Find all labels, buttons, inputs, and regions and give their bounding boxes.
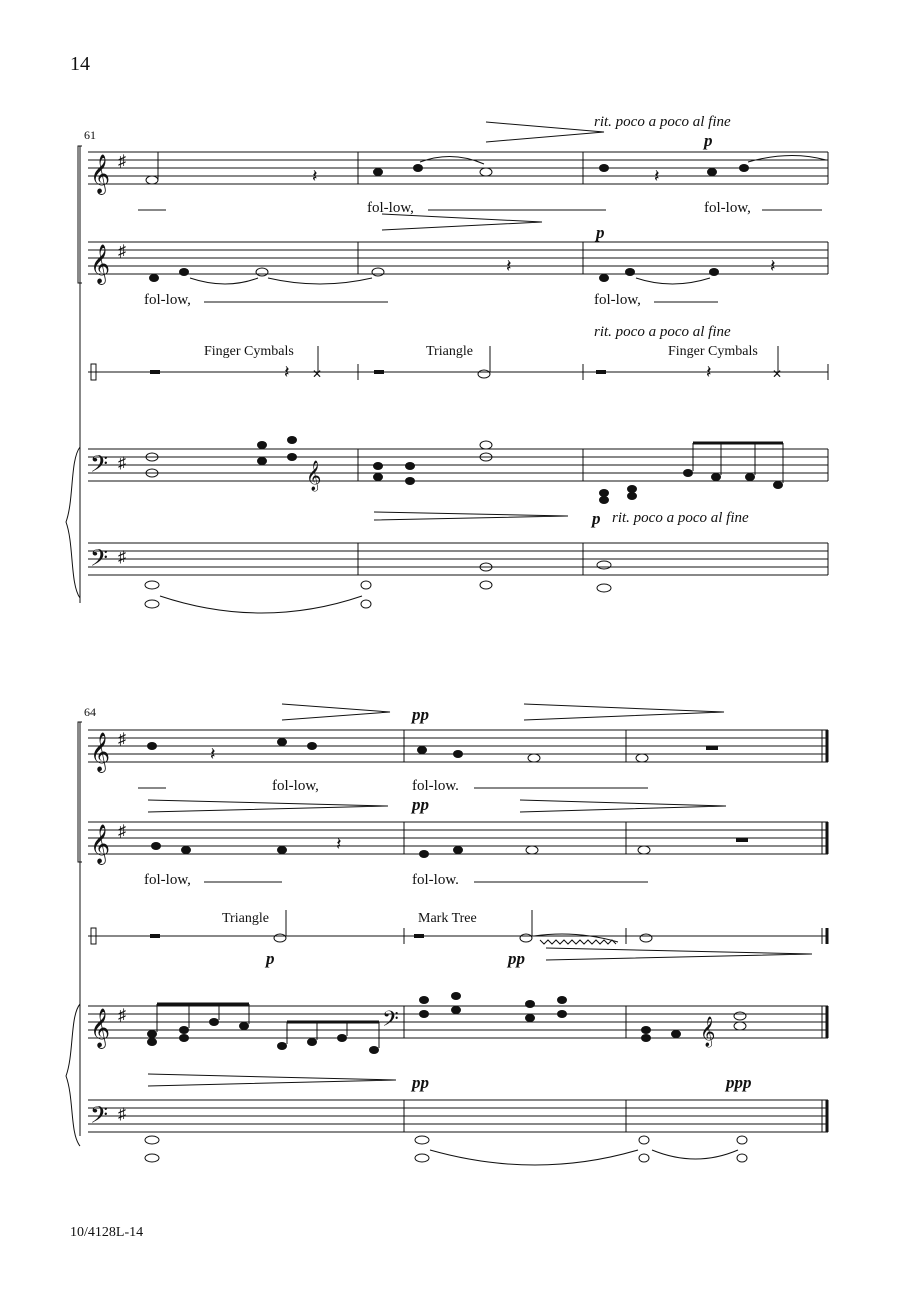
- measure-number-64: 64: [84, 705, 96, 719]
- staff-voice-1: [88, 114, 828, 216]
- tempo-mark: rit. poco a poco al fine: [612, 510, 749, 526]
- note: [739, 164, 749, 172]
- half-note: [256, 268, 268, 276]
- tempo-mark: rit. poco a poco al fine: [594, 324, 731, 340]
- tie: [652, 1150, 738, 1159]
- sharp-icon: ♯: [118, 243, 126, 260]
- treble-clef-icon: 𝄞: [700, 1017, 716, 1046]
- hairpin-decrescendo: [148, 800, 388, 812]
- note: [179, 268, 189, 276]
- quarter-rest-icon: 𝄽: [770, 256, 776, 276]
- lyric: fol-low,: [144, 292, 191, 308]
- bass-clef-icon: 𝄢: [90, 1103, 109, 1134]
- tie: [268, 278, 372, 284]
- half-note: [372, 268, 384, 276]
- lyric: fol-low,: [144, 872, 191, 888]
- dynamic-mark: pp: [508, 949, 525, 968]
- sharp-icon: ♯: [118, 731, 126, 748]
- quarter-rest-icon: 𝄽: [284, 362, 290, 382]
- quarter-rest-icon: 𝄽: [654, 166, 660, 186]
- lyric: fol-low,: [367, 200, 414, 216]
- percussion-label: Mark Tree: [418, 911, 477, 926]
- staff-percussion: [88, 910, 828, 968]
- treble-clef-icon: 𝄞: [90, 734, 111, 771]
- tie: [160, 596, 362, 613]
- staff-piano-upper: [88, 992, 828, 1092]
- staff-piano-lower: [88, 1100, 828, 1165]
- system-2: [66, 704, 828, 1165]
- quarter-rest-icon: 𝄽: [312, 166, 318, 186]
- bass-clef-icon: 𝄢: [90, 546, 109, 577]
- staff-percussion: [88, 324, 828, 382]
- bass-clef-icon: 𝄢: [90, 452, 109, 483]
- sharp-icon: ♯: [118, 1106, 126, 1123]
- hairpin-decrescendo: [382, 214, 542, 230]
- triangle-note: [478, 370, 490, 378]
- page-number: 14: [70, 53, 90, 75]
- whole-rest-icon: [596, 370, 606, 374]
- sharp-icon: ♯: [118, 153, 126, 170]
- dynamic-mark: p: [592, 509, 601, 528]
- hairpin-decrescendo: [148, 1074, 396, 1086]
- quarter-rest-icon: 𝄽: [706, 362, 712, 382]
- tie: [748, 155, 826, 162]
- note: [707, 168, 717, 176]
- dynamic-mark: pp: [412, 795, 429, 814]
- percussion-label: Triangle: [222, 911, 269, 926]
- lyric: fol-low,: [594, 292, 641, 308]
- staff-voice-2: [88, 214, 828, 308]
- tie: [190, 278, 258, 284]
- staff-piano-upper: [88, 436, 828, 528]
- note: [149, 274, 159, 282]
- sharp-icon: ♯: [118, 455, 126, 472]
- x-note-icon: ✕: [312, 367, 323, 381]
- sharp-icon: ♯: [118, 1007, 126, 1024]
- treble-clef-icon: 𝄞: [90, 1010, 111, 1047]
- staff-voice-1: [88, 704, 828, 794]
- note: [709, 268, 719, 276]
- treble-clef-icon: 𝄞: [306, 461, 322, 490]
- dynamic-mark: pp: [412, 1073, 429, 1092]
- note: [373, 168, 383, 176]
- sharp-icon: ♯: [118, 549, 126, 566]
- percussion-label: Finger Cymbals: [204, 344, 294, 359]
- lyric: fol-low.: [412, 872, 459, 888]
- half-rest-icon: [706, 746, 718, 750]
- note: [599, 164, 609, 172]
- hairpin-decrescendo: [520, 800, 726, 812]
- hairpin-decrescendo: [524, 704, 724, 720]
- dynamic-mark: p: [704, 131, 713, 150]
- half-note: [480, 168, 492, 176]
- dynamic-mark: ppp: [726, 1073, 752, 1092]
- staff-voice-2: [88, 795, 828, 888]
- hairpin-decrescendo: [546, 948, 812, 960]
- lyric: fol-low.: [412, 778, 459, 794]
- staff-piano-lower: [88, 543, 828, 613]
- tie: [430, 1150, 638, 1165]
- piano-brace: [66, 447, 80, 598]
- percussion-label: Finger Cymbals: [668, 344, 758, 359]
- dynamic-mark: p: [596, 223, 605, 242]
- percussion-label: Triangle: [426, 344, 473, 359]
- quarter-rest-icon: 𝄽: [336, 834, 342, 854]
- hairpin-decrescendo: [282, 704, 390, 720]
- lyric: fol-low,: [704, 200, 751, 216]
- x-note-icon: ✕: [772, 367, 783, 381]
- hairpin-decrescendo: [374, 512, 568, 520]
- bass-clef-icon: 𝄢: [382, 1007, 399, 1036]
- whole-rest-icon: [374, 370, 384, 374]
- note: [413, 164, 423, 172]
- tie: [636, 278, 710, 284]
- dynamic-mark: pp: [412, 705, 429, 724]
- catalog-number: 10/4128L-14: [70, 1225, 144, 1240]
- dynamic-mark: p: [266, 949, 275, 968]
- piano-brace: [66, 1004, 80, 1146]
- system-1: [66, 114, 828, 613]
- tremolo-roll: [540, 940, 616, 944]
- note: [599, 274, 609, 282]
- tempo-mark: rit. poco a poco al fine: [594, 114, 731, 130]
- quarter-rest-icon: 𝄽: [506, 256, 512, 276]
- half-rest-icon: [736, 838, 748, 842]
- quarter-rest-icon: 𝄽: [210, 744, 216, 764]
- hairpin-decrescendo: [486, 122, 604, 142]
- half-note: [146, 176, 158, 184]
- lyric: fol-low,: [272, 778, 319, 794]
- whole-rest-icon: [150, 370, 160, 374]
- treble-clef-icon: 𝄞: [90, 826, 111, 863]
- sharp-icon: ♯: [118, 823, 126, 840]
- treble-clef-icon: 𝄞: [90, 246, 111, 283]
- note: [625, 268, 635, 276]
- measure-number-61: 61: [84, 128, 96, 142]
- treble-clef-icon: 𝄞: [90, 156, 111, 193]
